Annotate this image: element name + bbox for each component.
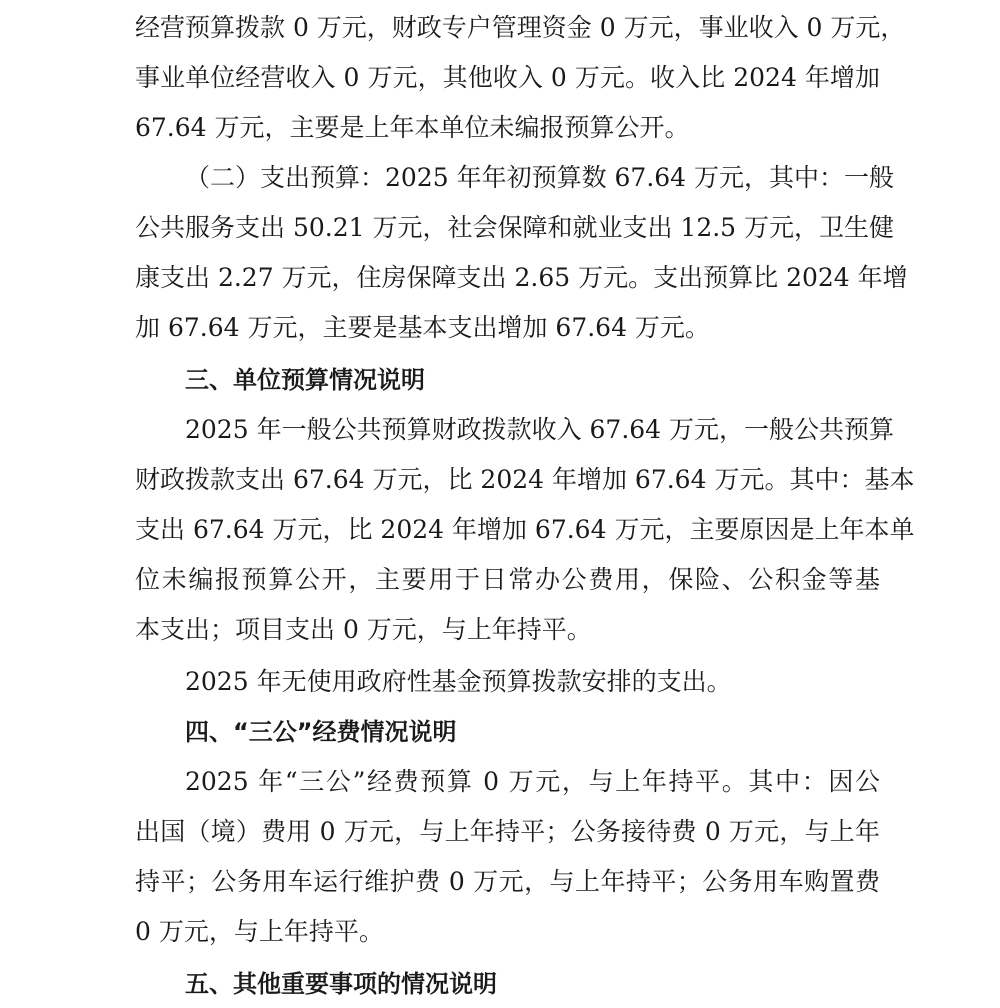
income-paragraph-line: 经营预算拨款 0 万元，财政专户管理资金 0 万元，事业收入 0 万元，: [135, 13, 906, 42]
income-paragraph-line: 事业单位经营收入 0 万元，其他收入 0 万元。收入比 2024 年增加: [135, 63, 880, 92]
three-public-paragraph-line: 0 万元，与上年持平。: [135, 917, 384, 946]
section-heading-other-matters: 五、其他重要事项的情况说明: [185, 970, 497, 998]
unit-budget-paragraph-line: 支出 67.64 万元，比 2024 年增加 67.64 万元，主要原因是上年本单: [135, 515, 915, 544]
gov-fund-paragraph: 2025 年无使用政府性基金预算拨款安排的支出。: [185, 667, 732, 696]
expenditure-paragraph-line: 加 67.64 万元，主要是基本支出增加 67.64 万元。: [135, 313, 710, 342]
section-heading-three-public: 四、“三公”经费情况说明: [185, 718, 457, 746]
three-public-paragraph-line: 2025 年“三公”经费预算 0 万元，与上年持平。其中：因公: [185, 767, 880, 796]
unit-budget-paragraph-line: 本支出；项目支出 0 万元，与上年持平。: [135, 615, 592, 644]
section-heading-unit-budget: 三、单位预算情况说明: [185, 366, 425, 394]
unit-budget-paragraph-line: 2025 年一般公共预算财政拨款收入 67.64 万元，一般公共预算: [185, 415, 895, 444]
expenditure-paragraph-line: 公共服务支出 50.21 万元，社会保障和就业支出 12.5 万元，卫生健: [135, 213, 895, 242]
three-public-paragraph-line: 出国（境）费用 0 万元，与上年持平；公务接待费 0 万元，与上年: [135, 817, 880, 846]
expenditure-paragraph-line: （二）支出预算：2025 年年初预算数 67.64 万元，其中：一般: [185, 163, 895, 192]
three-public-paragraph-line: 持平；公务用车运行维护费 0 万元，与上年持平；公务用车购置费: [135, 867, 880, 896]
income-paragraph-line: 67.64 万元，主要是上年本单位未编报预算公开。: [135, 113, 690, 142]
unit-budget-paragraph-line: 财政拨款支出 67.64 万元，比 2024 年增加 67.64 万元。其中：基本: [135, 465, 915, 494]
expenditure-paragraph-line: 康支出 2.27 万元，住房保障支出 2.65 万元。支出预算比 2024 年增: [135, 263, 908, 292]
unit-budget-paragraph-line: 位未编报预算公开，主要用于日常办公费用，保险、公积金等基: [135, 565, 880, 594]
